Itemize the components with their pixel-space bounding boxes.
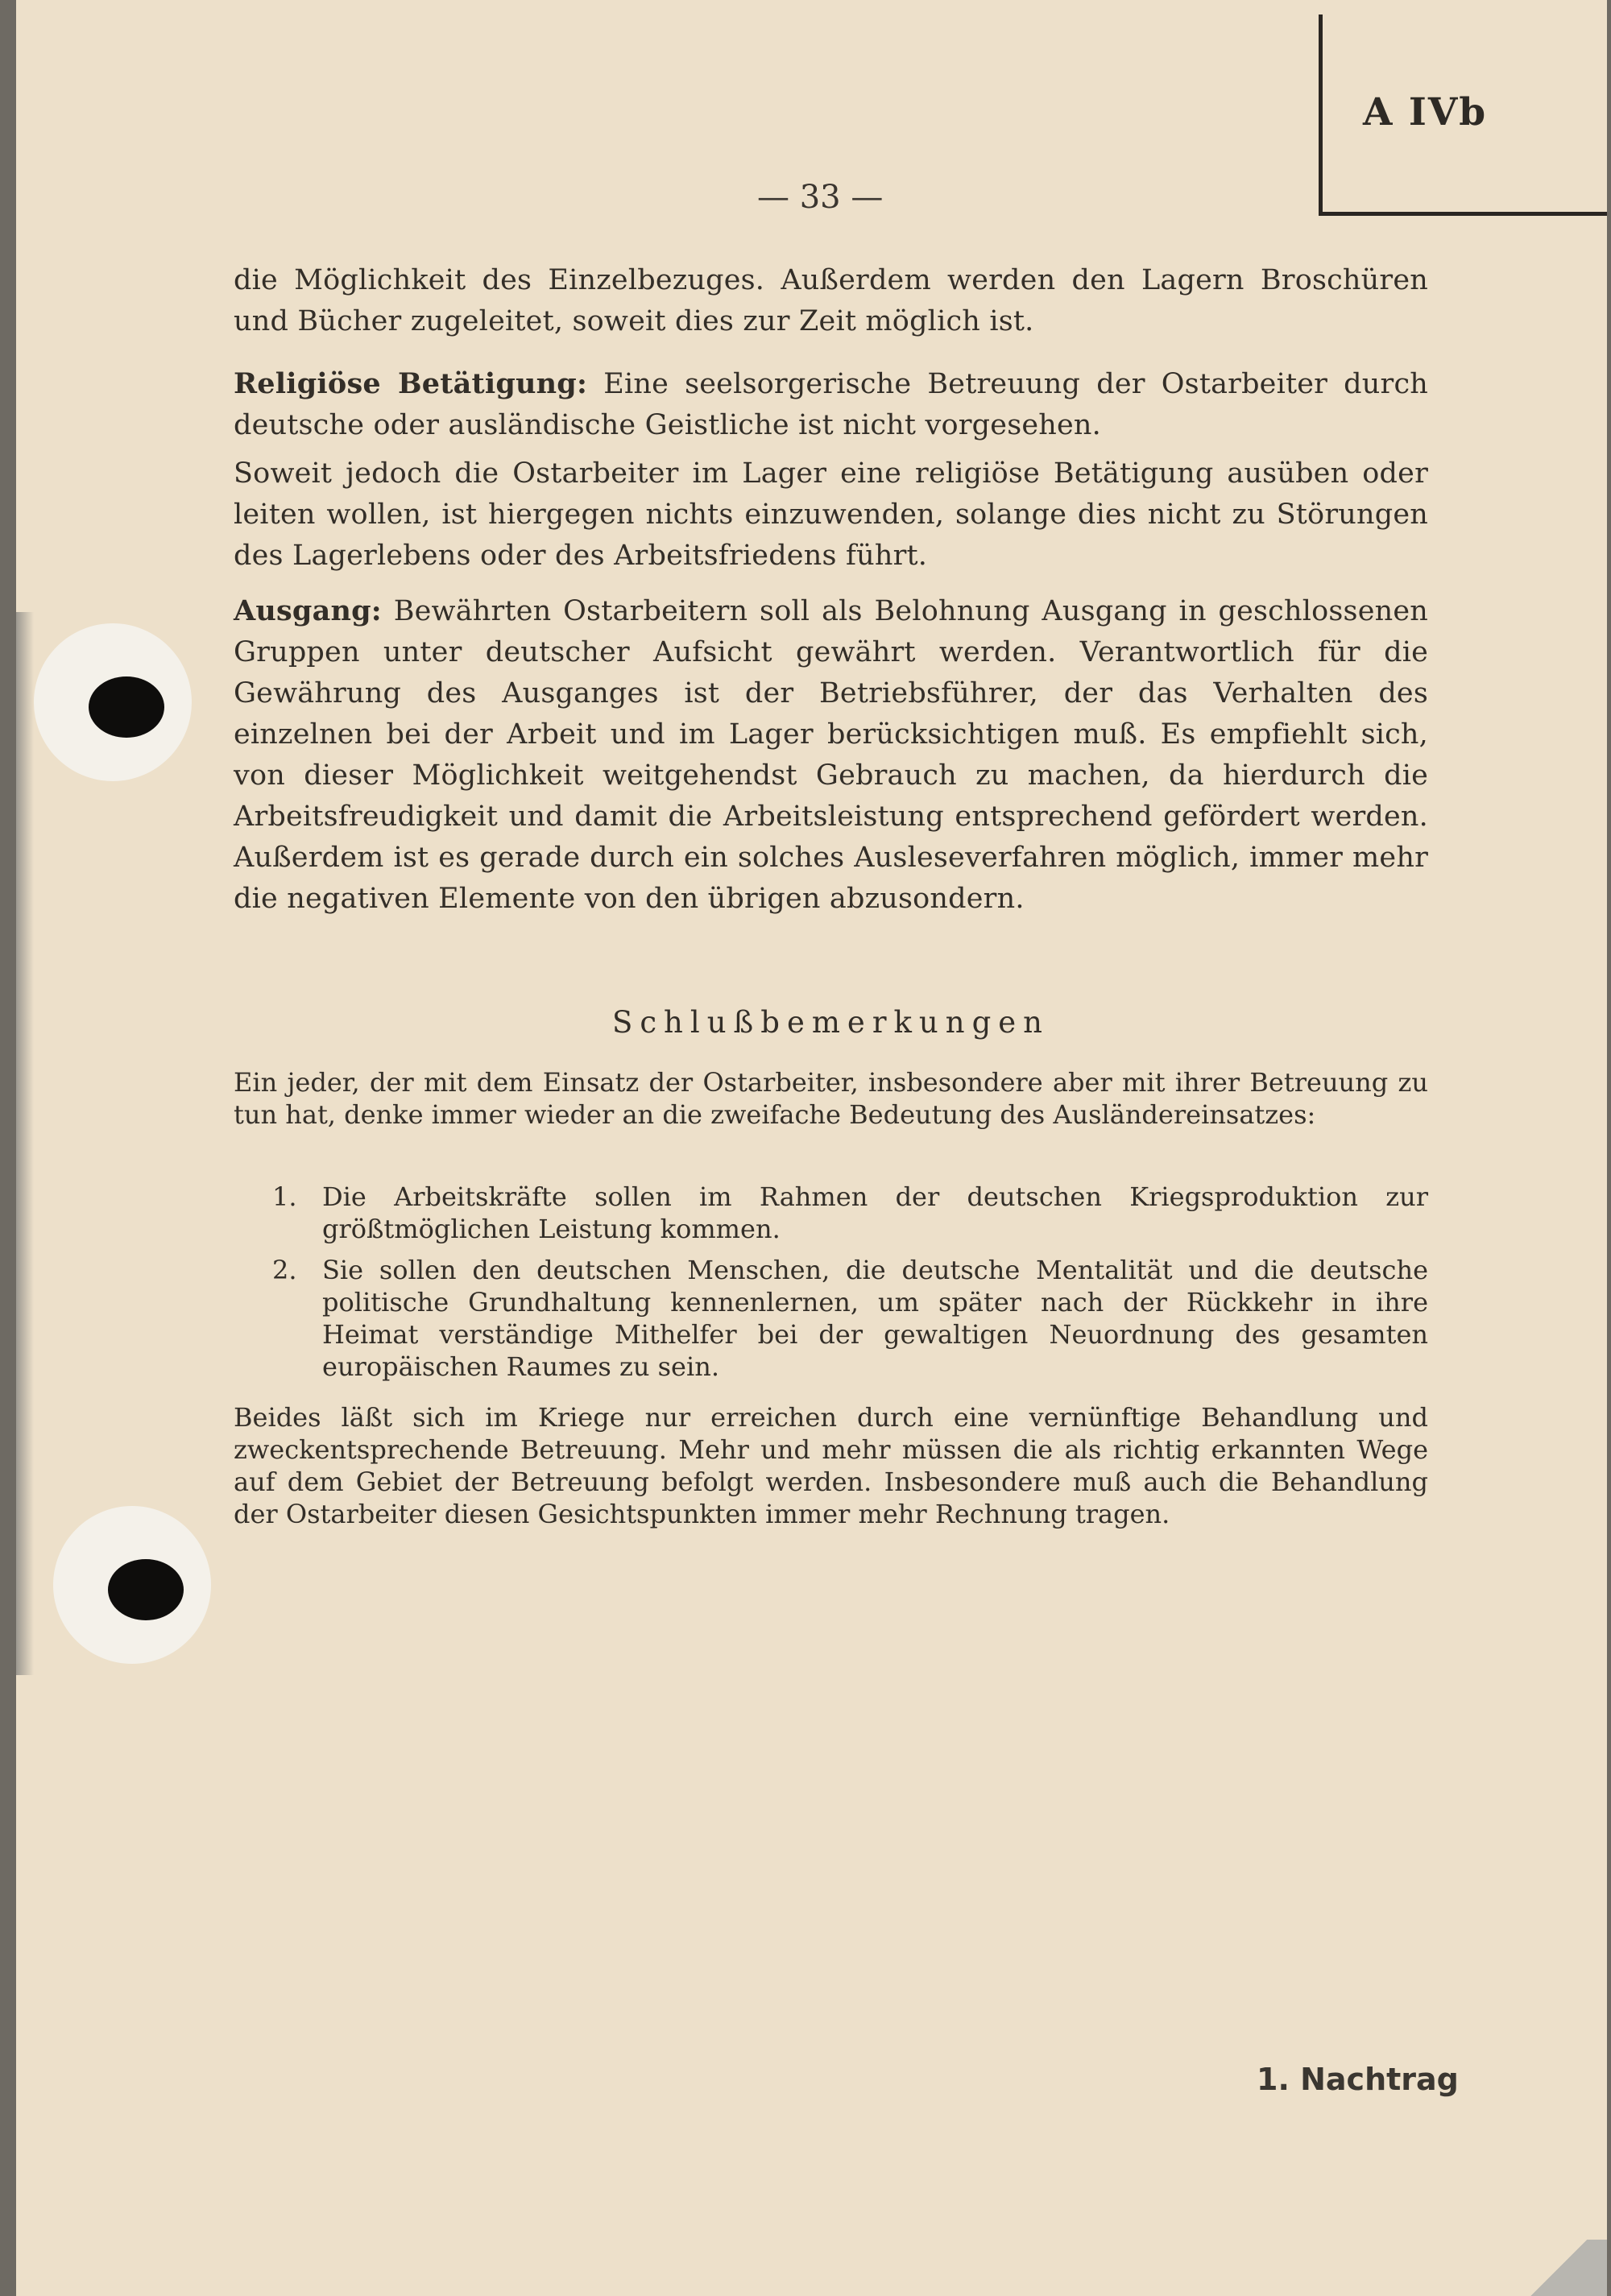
paragraph-ausgang [234,590,1428,920]
punch-hole-bottom [53,1506,211,1664]
punch-hole-top [34,623,192,781]
ausgang-text: Bewährten Ostarbeitern soll als Belohnung Ausgang in geschlossenen Gruppen unter deutscher Aufsicht gewährt werden. Verantwortlich für die Gewährung des Ausganges ist der Betriebsführer, der das Verhalten des einzelnen bei der Arbeit und im Lager berücksichtigen muß. Es empfiehlt sich, von dieser Möglichkeit weitgehendst Gebrauch zu machen, da hierdurch die Arbeitsfreudigkeit und damit die Arbeitsleistung entsprechend gefördert werden. Außerdem ist es gerade durch ein solches Ausleseverfahren möglich, immer mehr die negativen Elemente von den übrigen abzusondern. [234,595,1428,915]
section-tab-label: A IVb [1363,90,1488,134]
paragraph-religion [234,363,1428,446]
religion-heading: Religiöse Betätigung: [234,367,588,400]
document-page [16,0,1607,2296]
list-item-number: 1. [272,1181,297,1212]
paragraph-intro [234,260,1428,342]
list-item-text: Sie sollen den deutschen Menschen, die deutsche Mentalität und die deutsche politische Grundhaltung kennenlernen, um später nach der Rückkehr in ihre Heimat verständige Mithelfer bei der gewaltigen Neuordnung des gesamten europäischen Raumes zu sein. [322,1255,1428,1382]
paragraph-religion-2 [234,453,1428,577]
ausgang-heading: Ausgang: [234,594,382,627]
page-corner-shadow [1510,2240,1607,2296]
list-item-number: 2. [272,1255,297,1285]
closing-paragraph [234,1401,1428,1530]
punch-hole-top-shadow [89,676,164,738]
page-number: — 33 — [757,179,884,216]
punch-hole-bottom-shadow [108,1559,184,1620]
supplement-mark: 1. Nachtrag [1257,2062,1459,2097]
closing-paragraph-text: Beides läßt sich im Kriege nur erreichen durch eine vernünftige Behandlung und zweckentsprechende Betreuung. Mehr und mehr müssen die als richtig erkannten Wege auf dem Gebiet der Betreuung befolgt werden. Insbesondere muß auch die Behandlung der Ostarbeiter diesen Gesichtspunkten immer mehr Rechnung tragen. [234,1402,1428,1529]
religion-text: Eine seelsorgerische Betreuung der Ostarbeiter durch deutsche oder ausländische Geistliche ist nicht vorgesehen. [234,368,1429,441]
list-item [272,1254,1428,1383]
closing-heading: Schlußbemerkungen [611,1005,1050,1040]
religion-text-2: Soweit jedoch die Ostarbeiter im Lager eine religiöse Betätigung ausüben oder leiten wollen, ist hiergegen nichts einzuwenden, solange dies nicht zu Störungen des Lagerlebens oder des Arbeitsfriedens führt. [234,457,1428,572]
closing-intro [234,1066,1428,1131]
list-item-text: Die Arbeitskräfte sollen im Rahmen der deutschen Kriegsproduktion zur größtmöglichen Leistung kommen. [322,1181,1428,1244]
paragraph-intro-text: die Möglichkeit des Einzelbezuges. Außerdem werden den Lagern Broschüren und Bücher zugeleitet, soweit dies zur Zeit möglich ist. [234,264,1428,337]
closing-intro-text: Ein jeder, der mit dem Einsatz der Ostarbeiter, insbesondere aber mit ihrer Betreuung zu tun hat, denke immer wieder an die zweifache Bedeutung des Ausländereinsatzes: [234,1067,1428,1130]
list-item [272,1181,1428,1245]
page-edge-shadow [16,612,34,1675]
